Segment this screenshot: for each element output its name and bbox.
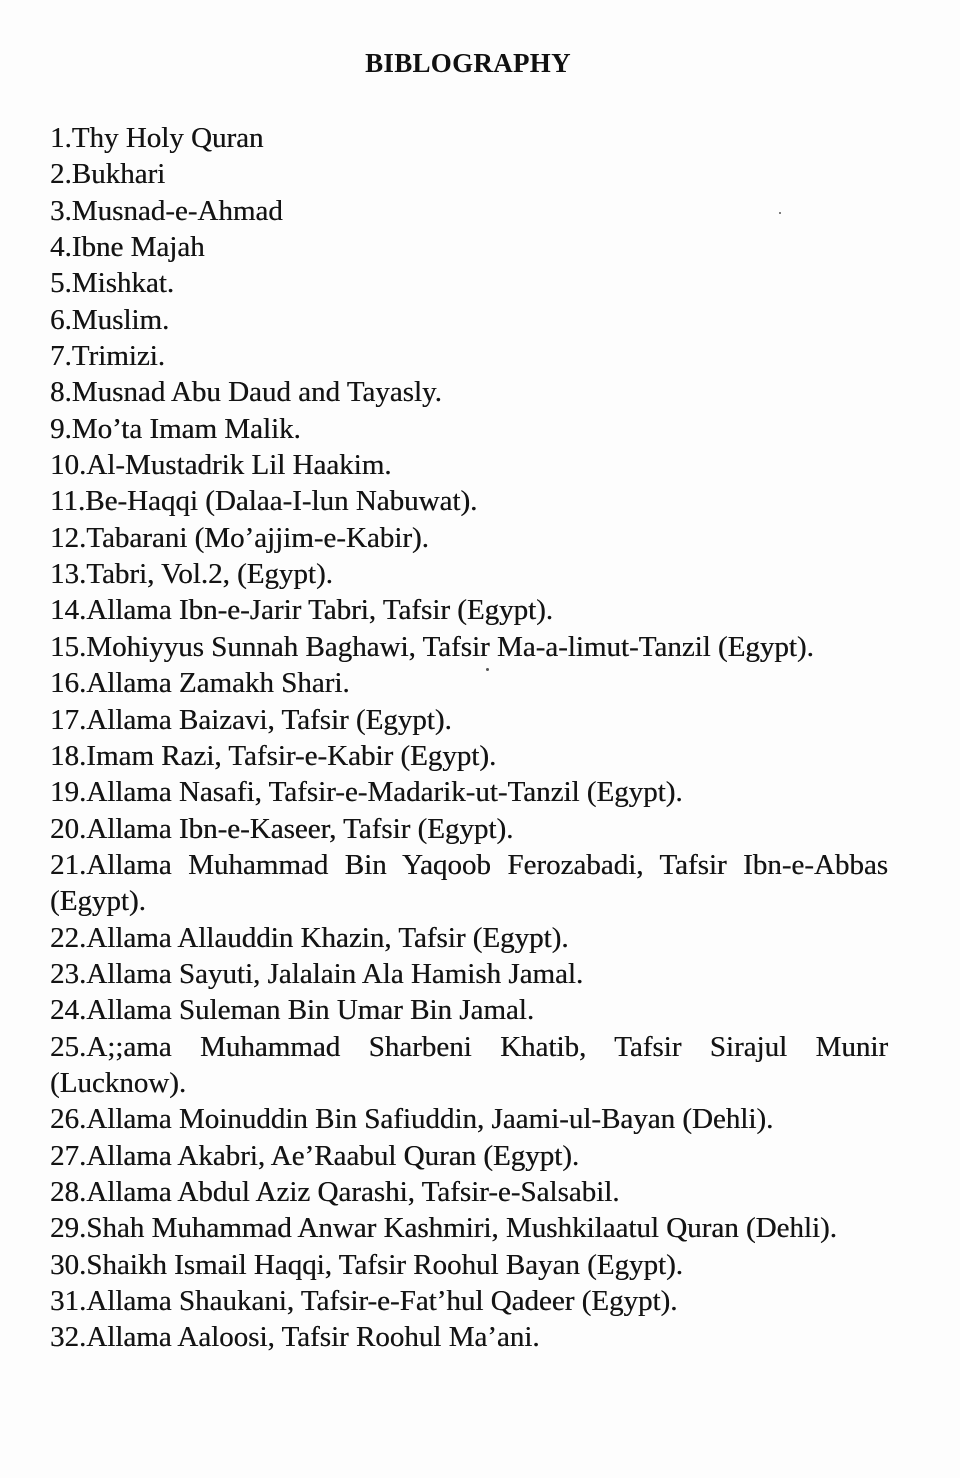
page-title: BIBLOGRAPHY bbox=[365, 48, 571, 78]
bibliography-entry: 2.Bukhari bbox=[50, 158, 166, 191]
bibliography-entry: 28.Allama Abdul Aziz Qarashi, Tafsir-e-Salsabil. bbox=[50, 1175, 620, 1208]
bibliography-entry: 8.Musnad Abu Daud and Tayasly. bbox=[50, 376, 442, 409]
scan-speck bbox=[486, 668, 489, 671]
bibliography-entry: 23.Allama Sayuti, Jalalain Ala Hamish Jamal. bbox=[50, 957, 584, 990]
bibliography-list bbox=[50, 120, 888, 1356]
bibliography-entry: 10.Al-Mustadrik Lil Haakim. bbox=[50, 449, 392, 482]
bibliography-entry: 18.Imam Razi, Tafsir-e-Kabir (Egypt). bbox=[50, 739, 497, 772]
bibliography-entry: 6.Muslim. bbox=[50, 303, 170, 336]
bibliography-entry: 32.Allama Aaloosi, Tafsir Roohul Ma’ani. bbox=[50, 1321, 540, 1354]
bibliography-entry: 27.Allama Akabri, Ae’Raabul Quran (Egypt). bbox=[50, 1139, 580, 1172]
bibliography-entry: 30.Shaikh Ismail Haqqi, Tafsir Roohul Bayan (Egypt). bbox=[50, 1248, 683, 1281]
bibliography-entry: 29.Shah Muhammad Anwar Kashmiri, Mushkilaatul Quran (Dehli). bbox=[50, 1212, 837, 1245]
bibliography-entry: 24.Allama Suleman Bin Umar Bin Jamal. bbox=[50, 994, 535, 1027]
bibliography-entry: 25.A;;ama Muhammad Sharbeni Khatib, Tafsir Sirajul Munir (Lucknow). bbox=[50, 1030, 888, 1099]
bibliography-entry: 22.Allama Allauddin Khazin, Tafsir (Egypt). bbox=[50, 921, 569, 954]
bibliography-entry: 13.Tabri, Vol.2, (Egypt). bbox=[50, 558, 333, 591]
bibliography-entry: 20.Allama Ibn-e-Kaseer, Tafsir (Egypt). bbox=[50, 812, 514, 845]
bibliography-entry: 17.Allama Baizavi, Tafsir (Egypt). bbox=[50, 703, 452, 736]
bibliography-entry: 11.Be-Haqqi (Dalaa-I-lun Nabuwat). bbox=[50, 485, 478, 518]
bibliography-entry: 21.Allama Muhammad Bin Yaqoob Ferozabadi, Tafsir Ibn-e-Abbas (Egypt). bbox=[50, 848, 888, 918]
bibliography-entry: 16.Allama Zamakh Shari. bbox=[50, 667, 350, 700]
bibliography-entry: 14.Allama Ibn-e-Jarir Tabri, Tafsir (Egypt). bbox=[50, 594, 554, 627]
bibliography-entry: 15.Mohiyyus Sunnah Baghawi, Tafsir Ma-a-limut-Tanzil (Egypt). bbox=[50, 630, 814, 663]
bibliography-entry: 12.Tabarani (Mo’ajjim-e-Kabir). bbox=[50, 521, 429, 554]
bibliography-entry: 1.Thy Holy Quran bbox=[50, 122, 264, 154]
bibliography-entry: 19.Allama Nasafi, Tafsir-e-Madarik-ut-Tanzil (Egypt). bbox=[50, 776, 683, 809]
bibliography-entry: 5.Mishkat. bbox=[50, 267, 175, 300]
scan-speck bbox=[779, 212, 781, 214]
bibliography-entry: 26.Allama Moinuddin Bin Safiuddin, Jaami-ul-Bayan (Dehli). bbox=[50, 1103, 774, 1136]
bibliography-entry: 4.Ibne Majah bbox=[50, 231, 205, 264]
bibliography-entry: 7.Trimizi. bbox=[50, 340, 165, 373]
bibliography-entry: 9.Mo’ta Imam Malik. bbox=[50, 412, 301, 445]
bibliography-entry: 31.Allama Shaukani, Tafsir-e-Fat’hul Qadeer (Egypt). bbox=[50, 1285, 678, 1317]
bibliography-entry: 3.Musnad-e-Ahmad bbox=[50, 194, 283, 227]
